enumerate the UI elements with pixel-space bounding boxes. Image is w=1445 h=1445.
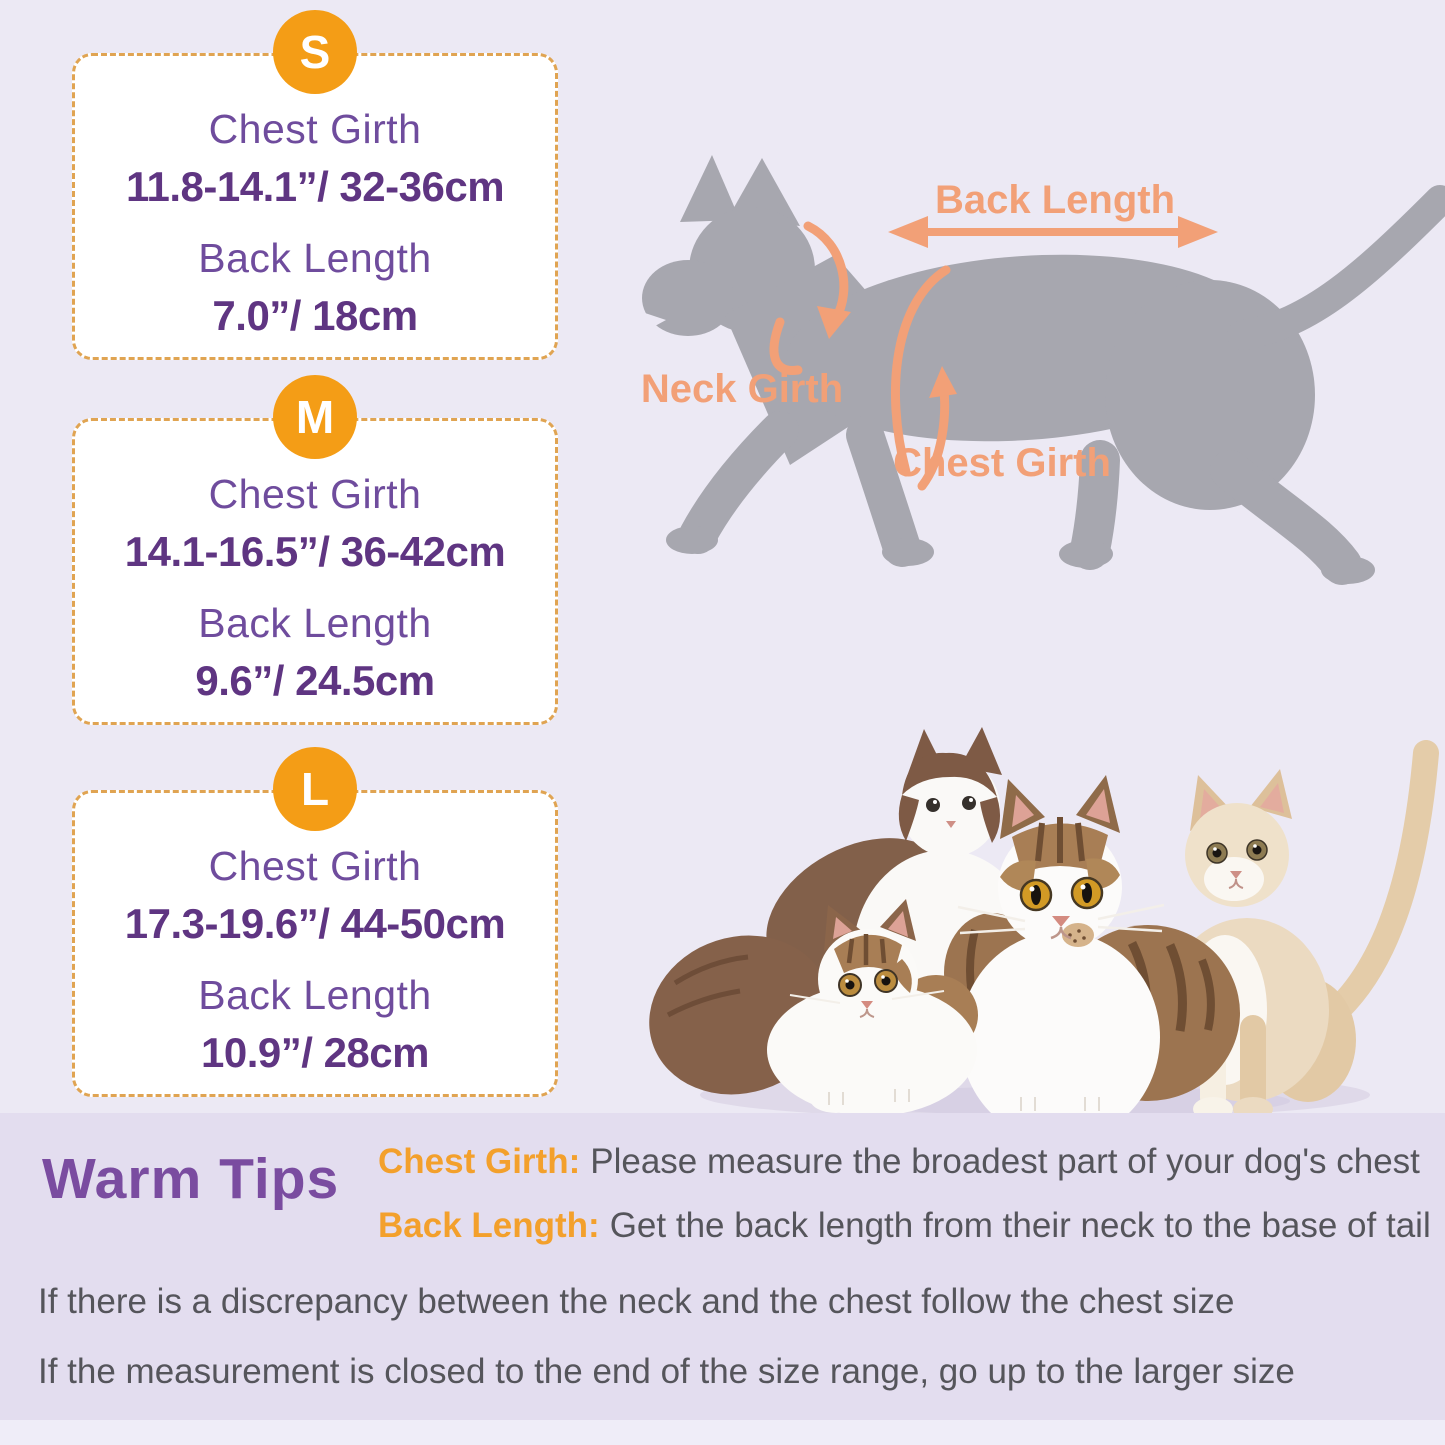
note-discrepancy: If there is a discrepancy between the neck and the chest follow the chest size <box>38 1282 1235 1321</box>
tip-back-length-text: Get the back length from their neck to the base of tail <box>609 1206 1431 1245</box>
cat-measurement-diagram <box>630 140 1445 605</box>
tip-chest-girth-text: Please measure the broadest part of your dog's chest <box>590 1142 1420 1181</box>
tip-chest-girth <box>378 1142 1420 1182</box>
size-badge-s: S <box>273 10 357 94</box>
size-card-l <box>72 763 558 1097</box>
neck-girth-diagram-label: Neck Girth <box>640 367 844 411</box>
chest-girth-label: Chest Girth <box>208 106 422 152</box>
tip-back-length <box>378 1206 1431 1246</box>
tip-chest-girth-label: Chest Girth: <box>378 1142 581 1181</box>
back-length-value: 7.0”/ 18cm <box>212 292 418 339</box>
back-length-value: 10.9”/ 28cm <box>200 1029 429 1076</box>
note-size-range: If the measurement is closed to the end of the size range, go up to the larger size <box>38 1352 1295 1391</box>
back-length-label: Back Length <box>198 235 432 281</box>
tip-back-length-label: Back Length: <box>378 1206 600 1245</box>
chest-girth-label: Chest Girth <box>208 843 422 889</box>
size-badge-m: M <box>273 375 357 459</box>
chest-girth-diagram-label: Chest Girth <box>893 441 1111 485</box>
back-length-diagram-label: Back Length <box>934 178 1176 222</box>
warm-tips-title: Warm Tips <box>42 1147 340 1211</box>
back-length-value: 9.6”/ 24.5cm <box>195 657 435 704</box>
chest-girth-label: Chest Girth <box>208 471 422 517</box>
size-card-m <box>72 391 558 725</box>
size-badge-l: L <box>273 747 357 831</box>
chest-girth-value: 14.1-16.5”/ 36-42cm <box>124 528 506 575</box>
kittens-photo <box>640 715 1445 1120</box>
back-length-label: Back Length <box>198 972 432 1018</box>
chest-girth-value: 17.3-19.6”/ 44-50cm <box>124 900 506 947</box>
size-card-s <box>72 26 558 360</box>
back-length-label: Back Length <box>198 600 432 646</box>
footer-strip <box>0 1420 1445 1445</box>
chest-girth-value: 11.8-14.1”/ 32-36cm <box>125 163 505 210</box>
